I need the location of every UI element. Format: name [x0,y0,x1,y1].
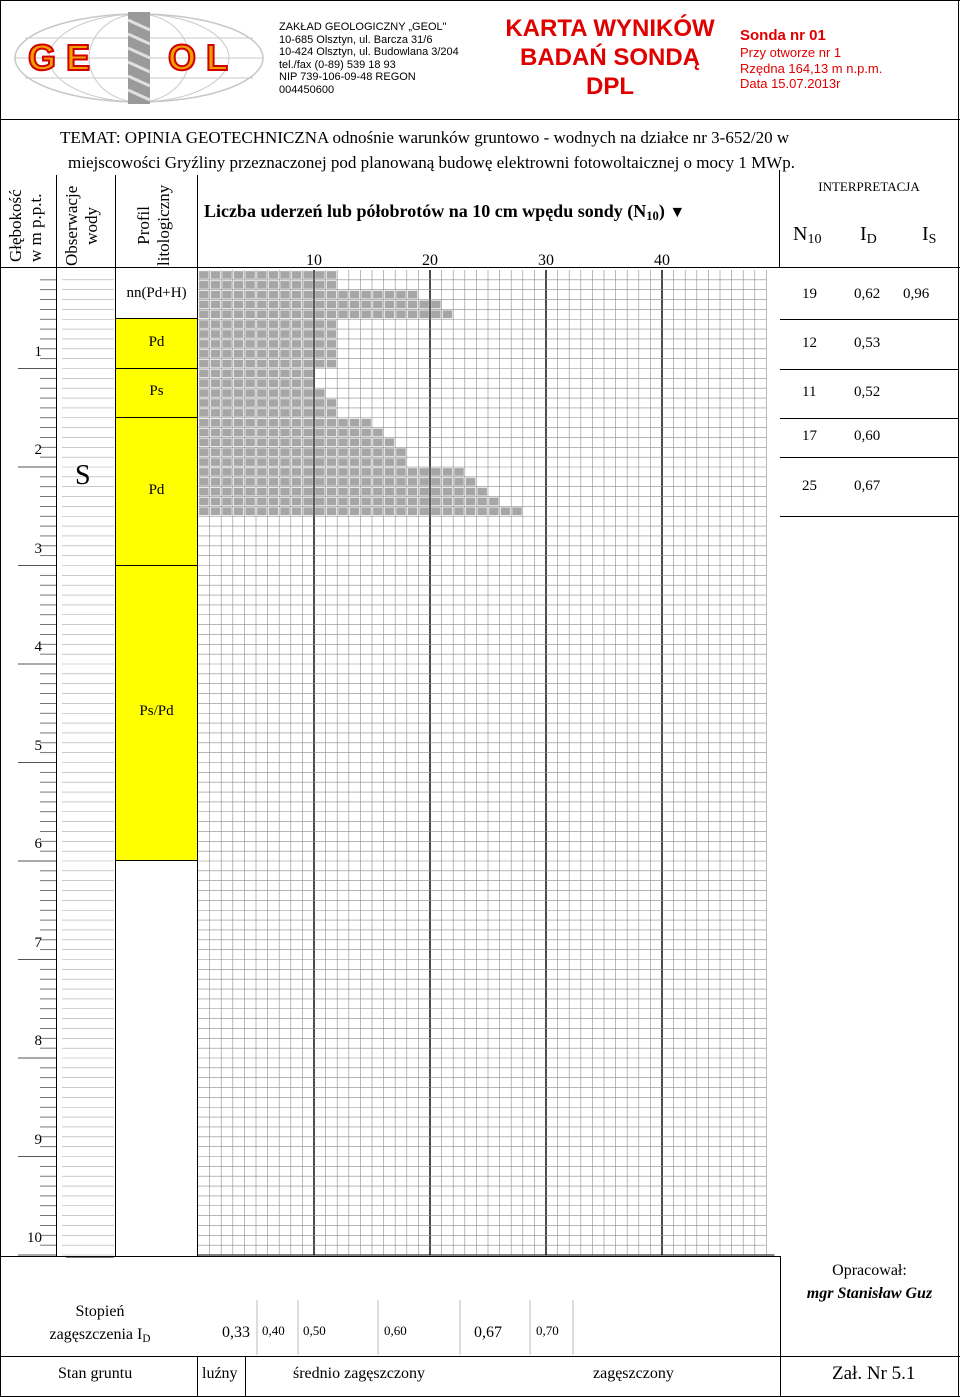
interp-row-line [780,457,958,458]
company-line: NIP 739-106-09-48 REGON [279,71,416,83]
interp-row-line [780,319,958,320]
interp-id: 0,62 [854,285,881,302]
depth-label: 9 [34,1131,42,1148]
lithology-label: nn(Pd+H) [126,284,187,301]
company-line: 10-685 Olsztyn, ul. Barcza 31/6 [279,33,433,46]
footer-cell-divider [780,1356,781,1397]
depth-label: 10 [27,1230,42,1246]
lithology-label: Pd [148,333,165,350]
x-tick-label: 20 [422,252,438,269]
lithology-label: Ps/Pd [139,703,174,720]
author-name: mgr Stanisław Guz [806,1285,933,1302]
interp-id: 0,67 [854,477,881,494]
state-dense: zagęszczony [593,1365,674,1382]
id-scale-value: 0,50 [303,1323,326,1338]
logo-text-right: O L [168,37,228,78]
state-medium: średnio zagęszczony [293,1365,425,1382]
interp-n10: 11 [802,384,817,401]
stan-gruntu-label: Stan gruntu [58,1365,133,1382]
state-loose: luźny [202,1365,238,1382]
interp-n10: 25 [802,477,817,494]
stopien-text: zagęszczenia I [49,1326,143,1343]
interp-n10: 19 [802,285,817,302]
doc-title-line: DPL [586,73,634,100]
lithology-label: Ps [149,383,164,400]
topic-line: miejscowości Gryźliny przeznaczonej pod planowaną budowę elektrowni fotowoltaicznej o mocy 1 MWp. [68,153,795,172]
prepared-by-label: Opracował: [832,1262,907,1279]
id-letter: I [860,223,867,245]
x-tick-label: 30 [538,252,554,269]
chart-title-sub: 10 [646,209,659,223]
n10-letter: N [793,223,808,245]
x-tick-label: 10 [306,252,322,269]
id-sub: D [866,232,877,247]
stopien-line: Stopień [75,1303,125,1320]
lithology-label: Pd [148,481,165,498]
footer-cell-divider [245,1356,246,1397]
interp-n10: 12 [802,334,817,351]
interp-row-line [780,516,958,517]
logo-text-left: G E [28,37,91,78]
company-line: 10-424 Olsztyn, ul. Budowlana 3/204 [279,46,459,58]
down-triangle-icon: ▼ [669,204,686,221]
interp-row-line [780,369,958,370]
interp-id: 0,53 [854,334,881,351]
topic-line: TEMAT: OPINIA GEOTECHNICZNA odnośnie warunków gruntowo - wodnych na działce nr 3-652/20 w [60,128,790,147]
interp-row-line [780,418,958,419]
id-scale-value: 0,67 [474,1324,502,1341]
x-tick-label: 40 [654,252,670,269]
interp-id: 0,60 [854,428,881,445]
interp-header: INTERPRETACJA [818,179,920,194]
profile-header-line: litologiczny [154,184,173,266]
is-sub: S [928,232,937,247]
depth-label: 2 [34,442,42,458]
footer-cell-divider [197,1356,198,1397]
depth-label: 6 [34,836,42,852]
sonda-number: Sonda nr 01 [740,27,826,44]
company-line: tel./fax (0-89) 539 18 93 [279,58,396,71]
is-letter: I [922,223,929,245]
profile-header-line: Profil [134,206,153,245]
depth-label: 4 [34,639,42,655]
depth-label: 7 [34,934,42,951]
water-header-line: wody [82,206,101,245]
depth-label: 3 [34,540,42,557]
id-scale-value: 0,33 [222,1324,250,1341]
depth-label: 1 [34,343,42,360]
depth-label: 5 [34,737,42,754]
attachment-number: Zał. Nr 5.1 [832,1363,916,1384]
n10-sub: 10 [807,232,822,247]
company-line: 004450600 [279,83,335,96]
interp-id: 0,52 [854,384,881,401]
interp-n10: 17 [802,428,817,445]
company-line: ZAKŁAD GEOLOGICZNY „GEOL" [279,21,447,33]
water-header-line: Obserwacje [62,185,81,266]
id-scale-value: 0,40 [262,1323,285,1338]
depth-label: 8 [34,1033,42,1049]
id-scale-value: 0,60 [384,1323,407,1338]
depth-header-line: w m p.p.t. [26,193,45,262]
chart-title-end: ) [658,201,665,221]
water-observation-symbol: S [75,460,91,491]
footer-bottom-line [0,1356,960,1357]
depth-header-line: Głębokość [6,189,25,262]
survey-date: Data 15.07.2013r [740,76,841,91]
stopien-sub: D [142,1333,151,1345]
doc-title-line: KARTA WYNIKÓW [505,15,715,42]
id-scale-value: 0,70 [536,1323,559,1338]
elevation: Rzędna 164,13 m n.p.m. [740,60,883,76]
chart-title-text: Liczba uderzeń lub półobrotów na 10 cm wpędu sondy (N [204,201,647,221]
borehole: Przy otworze nr 1 [740,45,842,60]
doc-title-line: BADAŃ SONDĄ [520,44,700,71]
interp-is: 0,96 [903,285,930,302]
